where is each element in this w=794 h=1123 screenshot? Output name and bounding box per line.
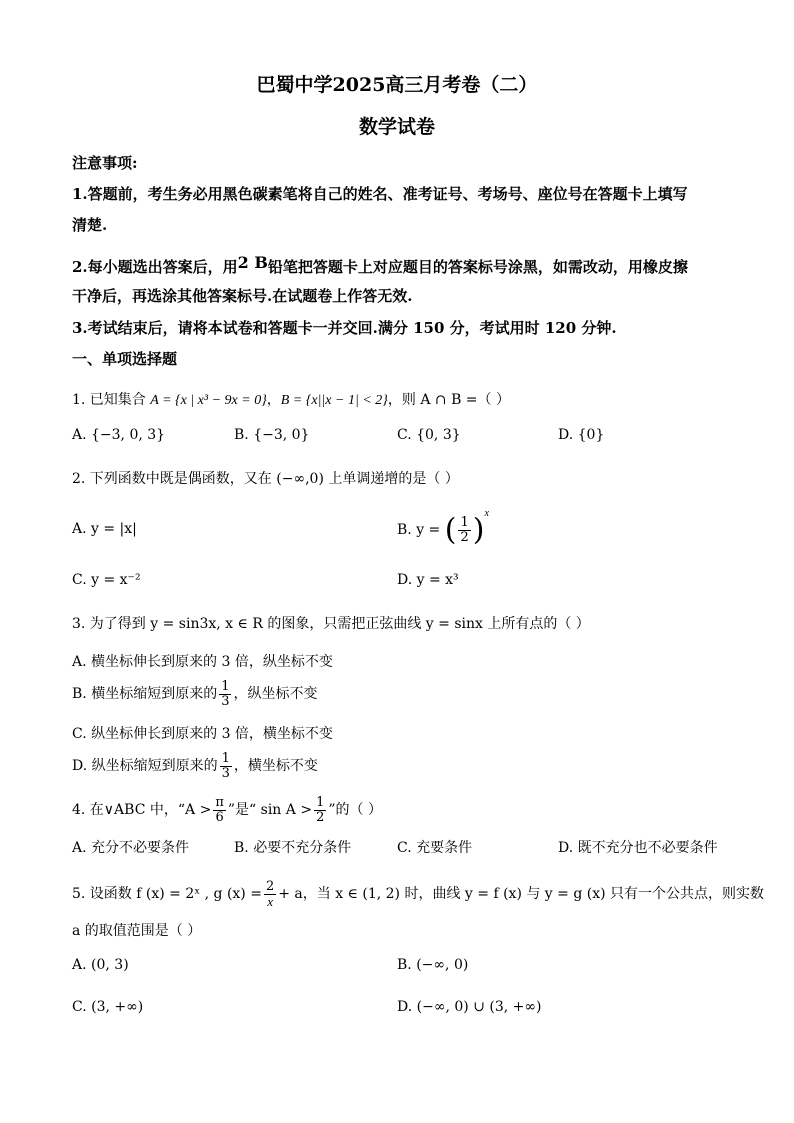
q2-b-exp: x bbox=[484, 508, 489, 519]
note-2-pencil: 2 B bbox=[237, 253, 268, 272]
q3-option-a: A. 横坐标伸长到原来的 3 倍，纵坐标不变 bbox=[72, 654, 333, 670]
note-2-line-2: 干净后，再选涂其他答案标号.在试题卷上作答无效. bbox=[72, 287, 413, 305]
q5-stem-post: + a，当 x ∈ (1, 2) 时，曲线 y = f (x) 与 y = g (x) 只有一个公共点，则实数 bbox=[278, 886, 765, 903]
q4-stem-post: ”的（ ） bbox=[328, 802, 382, 819]
q3-b-fraction bbox=[219, 680, 231, 708]
q2-b-den: 2 bbox=[460, 529, 469, 545]
question-2-stem: 2. 下列函数中既是偶函数，又在 (−∞,0) 上单调递增的是（ ） bbox=[72, 471, 459, 487]
q4-option-d: D. 既不充分也不必要条件 bbox=[558, 840, 718, 856]
q1-set-a: A = {x | x³ − 9x = 0} bbox=[150, 393, 267, 408]
exam-subtitle: 数学试卷 bbox=[358, 116, 435, 138]
q4-option-a: A. 充分不必要条件 bbox=[72, 840, 190, 856]
q5-option-d: D. (−∞, 0) ∪ (3, +∞) bbox=[397, 999, 542, 1015]
q5-f-num: 2 bbox=[265, 879, 275, 894]
q4-option-c: C. 充要条件 bbox=[397, 840, 473, 856]
q2-option-a: A. y = |x| bbox=[72, 521, 137, 537]
q1-stem-post: ，则 A ∩ B =（ ） bbox=[387, 392, 510, 408]
q2-b-num: 1 bbox=[460, 514, 469, 530]
note-1-line-1: 1.答题前，考生务必用黑色碳素笔将自己的姓名、准考证号、考场号、座位号在答题卡上填写 bbox=[72, 185, 688, 203]
q4-f2-den: 2 bbox=[316, 809, 325, 825]
question-1-stem bbox=[72, 389, 510, 409]
q4-stem-pre: 4. 在∨ABC 中，“A > bbox=[72, 802, 212, 819]
q3-b-pre: B. 横坐标缩短到原来的 bbox=[72, 686, 218, 703]
q4-f1-num: π bbox=[215, 795, 224, 810]
q4-option-b: B. 必要不充分条件 bbox=[234, 840, 352, 856]
q2-b-pre: B. y = bbox=[397, 522, 441, 538]
note-2-pre: 2.每小题选出答案后，用 bbox=[72, 258, 238, 276]
right-paren-icon: ) bbox=[472, 512, 485, 548]
question-5-stem-line-2: a 的取值范围是（ ） bbox=[72, 923, 202, 939]
q3-d-num: 1 bbox=[221, 751, 230, 766]
note-1-line-2: 清楚. bbox=[72, 216, 108, 234]
section-heading: 一、单项选择题 bbox=[72, 350, 178, 368]
q1-option-a: A. {−3, 0, 3} bbox=[72, 427, 166, 443]
q1-stem-pre: 1. 已知集合 bbox=[72, 392, 146, 408]
question-4-stem bbox=[72, 796, 382, 824]
q2-b-fraction bbox=[458, 516, 470, 544]
note-2-post: 铅笔把答题卡上对应题目的答案标号涂黑，如需改动，用橡皮擦 bbox=[267, 258, 688, 276]
q2-option-d: D. y = x³ bbox=[397, 572, 459, 588]
q3-b-den: 3 bbox=[221, 693, 230, 709]
question-5-stem bbox=[72, 880, 764, 908]
note-2-line-1 bbox=[72, 253, 688, 277]
q1-option-c: C. {0, 3} bbox=[397, 427, 461, 443]
q2-option-c: C. y = x⁻² bbox=[72, 572, 141, 588]
q3-option-c: C. 纵坐标伸长到原来的 3 倍，横坐标不变 bbox=[72, 726, 333, 742]
q4-fraction-2 bbox=[314, 796, 326, 824]
q3-b-post: ，纵坐标不变 bbox=[233, 686, 318, 703]
exam-title: 巴蜀中学2025高三月考卷（二） bbox=[256, 74, 538, 96]
q3-d-pre: D. 纵坐标缩短到原来的 bbox=[72, 758, 218, 775]
q4-f1-den: 6 bbox=[215, 809, 224, 825]
q2-option-b bbox=[397, 508, 489, 548]
q4-fraction-1 bbox=[213, 796, 226, 824]
q3-b-num: 1 bbox=[221, 679, 230, 694]
q5-f-den: x bbox=[267, 893, 273, 909]
q5-fraction bbox=[264, 880, 276, 908]
q5-option-c: C. (3, +∞) bbox=[72, 999, 144, 1015]
q3-d-den: 3 bbox=[221, 765, 230, 781]
q5-stem-pre: 5. 设函数 f (x) = 2ˣ , g (x) = bbox=[72, 886, 262, 903]
question-3-stem: 3. 为了得到 y = sin3x, x ∈ R 的图象，只需把正弦曲线 y = sinx 上所有点的（ ） bbox=[72, 616, 590, 632]
q3-option-d bbox=[72, 752, 318, 780]
left-paren-icon: ( bbox=[444, 512, 457, 548]
q5-option-a: A. (0, 3) bbox=[72, 957, 129, 973]
q5-option-b: B. (−∞, 0) bbox=[397, 957, 469, 973]
q1-option-b: B. {−3, 0} bbox=[234, 427, 310, 443]
notes-heading: 注意事项: bbox=[72, 154, 138, 172]
q4-f2-num: 1 bbox=[316, 795, 325, 810]
q1-set-b: B = {x||x − 1| < 2} bbox=[280, 393, 388, 408]
q3-d-fraction bbox=[220, 752, 232, 780]
q4-stem-mid: ”是“ sin A > bbox=[227, 802, 313, 819]
q3-d-post: ，横坐标不变 bbox=[233, 758, 318, 775]
q1-option-d: D. {0} bbox=[558, 427, 605, 443]
q3-option-b bbox=[72, 680, 317, 708]
q1-sep: ， bbox=[266, 392, 281, 408]
note-3: 3.考试结束后，请将本试卷和答题卡一并交回.满分 150 分，考试用时 120 分钟. bbox=[72, 319, 617, 337]
